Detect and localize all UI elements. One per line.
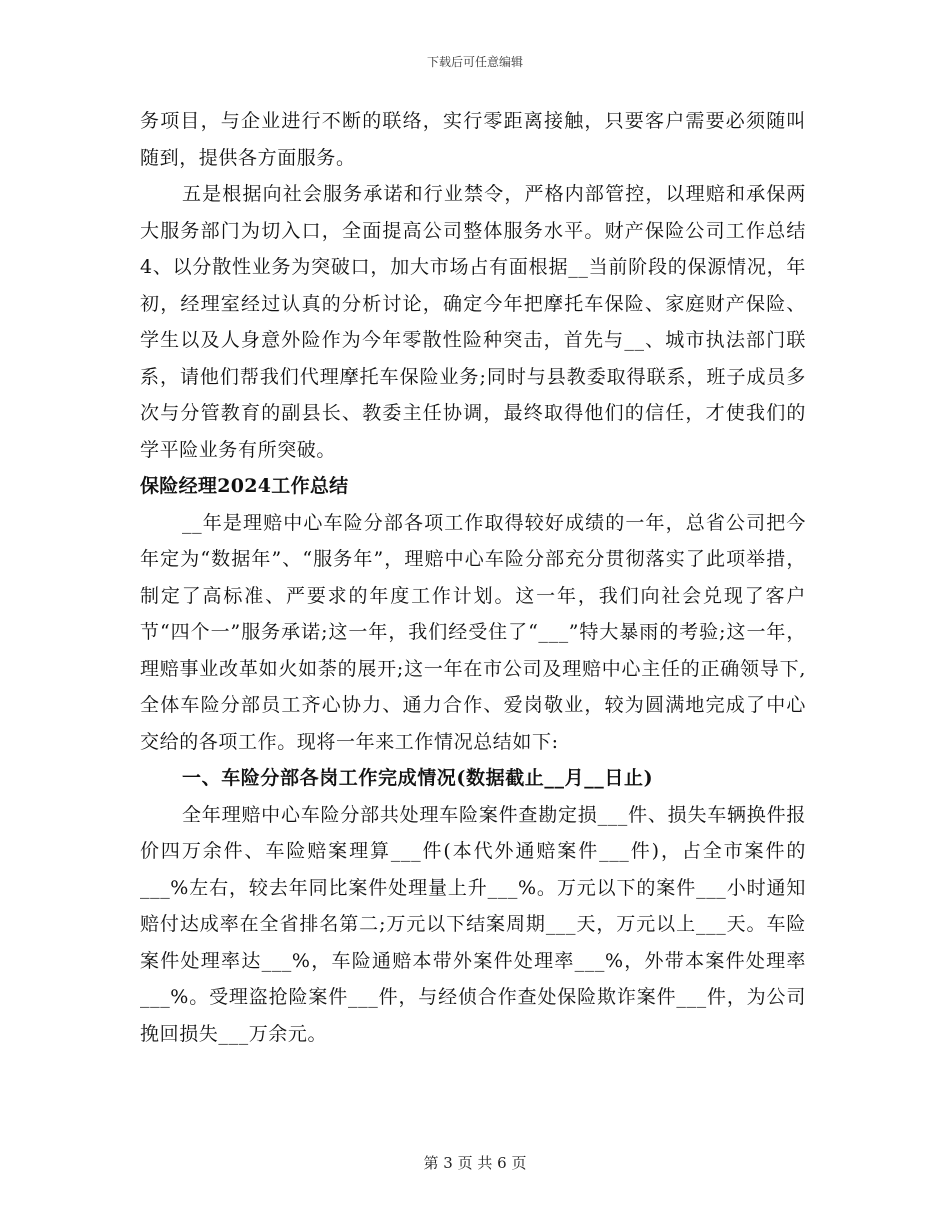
document-body xyxy=(140,103,806,1052)
page-header-note: 下载后可任意编辑 xyxy=(426,55,523,69)
paragraph-year-summary: __年是理赔中心车险分部各项工作取得较好成绩的一年，总省公司把今年定为“数据年”、“服务年”，理赔中心车险分部充分贯彻落实了此项举措，制定了高标准、严要求的年度工作计划。这一年，我们向社会兑现了客户节“四个一”服务承诺;这一年，我们经受住了“___”特大暴雨的考验;这一年，理赔事业改革如火如荼的展开;这一年在市公司及理赔中心主任的正确领导下,全体车险分部员工齐心协力、通力合作、爱岗敬业，较为圆满地完成了中心交给的各项工作。现将一年来工作情况总结如下: xyxy=(140,511,806,753)
paragraph-case-statistics: 全年理赔中心车险分部共处理车险案件查勘定损___件、损失车辆换件报价四万余件、车险赔案理算___件(本代外通赔案件___件)，占全市案件的___%左右，较去年同比案件处理量上升___%。万元以下的案件___小时通知赔付达成率在全省排名第二;万元以下结案周期___天，万元以上___天。车险案件处理率达___%，车险通赔本带外案件处理率___%，外带本案件处理率___%。受理盗抢险案件___件，与经侦合作查处保险欺诈案件___件，为公司挽回损失___万余元。 xyxy=(140,803,806,1045)
section-heading-1: 一、车险分部各岗工作完成情况(数据截止__月__日止) xyxy=(182,767,654,789)
page-number-footer: 第 3 页 共 6 页 xyxy=(423,1154,527,1172)
paragraph-service-commitment: 五是根据向社会服务承诺和行业禁令，严格内部管控，以理赔和承保两大服务部门为切入口，全面提高公司整体服务水平。财产保险公司工作总结4、以分散性业务为突破口，加大市场占有面根据__当前阶段的保源情况，年初，经理室经过认真的分析讨论，确定今年把摩托车保险、家庭财产保险、学生以及人身意外险作为今年零散性险种突击，首先与__、城市执法部门联系，请他们帮我们代理摩托车保险业务;同时与县教委取得联系，班子成员多次与分管教育的副县长、教委主任协调，最终取得他们的信任，才使我们的学平险业务有所突破。 xyxy=(140,183,806,461)
section-title: 保险经理2024工作总结 xyxy=(140,475,349,497)
paragraph-continuation: 务项目，与企业进行不断的联络，实行零距离接触，只要客户需要必须随叫随到，提供各方面服务。 xyxy=(140,110,806,169)
